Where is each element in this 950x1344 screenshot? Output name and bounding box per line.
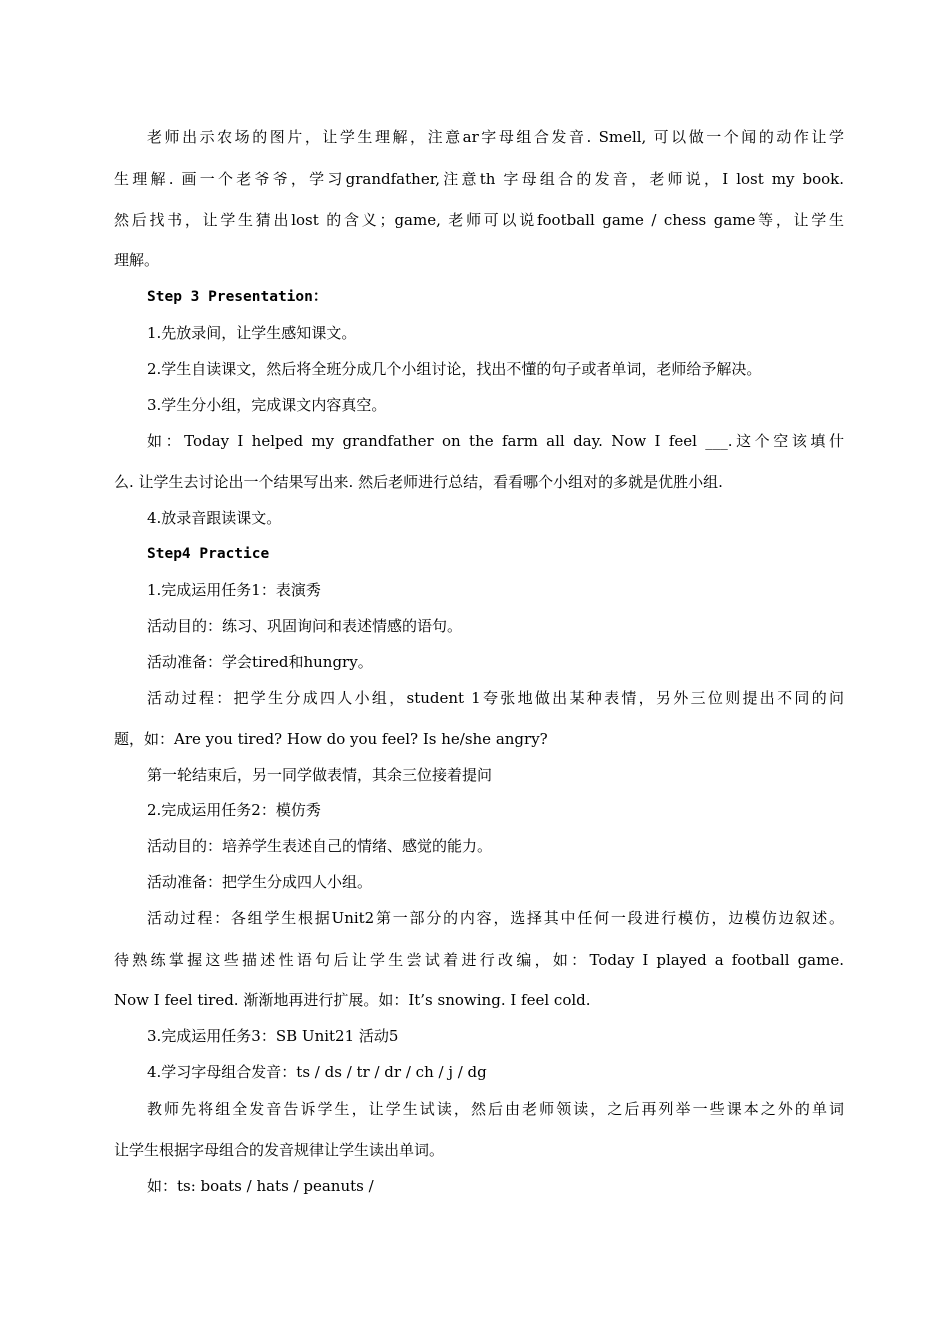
paragraph-line: 活动过程：把学生分成四人小组，student 1夸张地做出某种表情，另外三位则提出不同的问 xyxy=(147,689,844,707)
paragraph-line: 么. 让学生去讨论出一个结果写出来. 然后老师进行总结，看看哪个小组对的多就是优胜小组. xyxy=(114,473,723,491)
paragraph-line: 4.学习字母组合发音：ts / ds / tr / dr / ch / j / dg xyxy=(147,1063,487,1081)
paragraph-line: 活动准备：学会tired和hungry。 xyxy=(147,653,373,671)
paragraph-line: 生理解. 画一个老爷爷，学习grandfather,注意th 字母组合的发音，老师说，I lost my book. xyxy=(114,170,844,188)
paragraph-line: 活动准备：把学生分成四人小组。 xyxy=(147,873,373,891)
paragraph-line: 4.放录音跟读课文。 xyxy=(147,509,282,527)
paragraph-line: 然后找书，让学生猜出lost 的含义；game, 老师可以说football game / chess game等，让学生 xyxy=(114,211,844,229)
section-heading-step4: Step4 Practice xyxy=(147,546,270,562)
paragraph-line: 2.学生自读课文，然后将全班分成几个小组讨论，找出不懂的句子或者单词，老师给予解决。 xyxy=(147,360,762,378)
paragraph-line: 2.完成运用任务2：模仿秀 xyxy=(147,801,321,819)
paragraph-line: Now I feel tired. 渐渐地再进行扩展。如：It’s snowing. I feel cold. xyxy=(114,991,591,1009)
paragraph-line: 待熟练掌握这些描述性语句后让学生尝试着进行改编，如：Today I played a football game. xyxy=(114,951,844,969)
paragraph-line: 3.学生分小组，完成课文内容真空。 xyxy=(147,396,387,414)
section-heading-step3: Step 3 Presentation： xyxy=(147,289,328,305)
paragraph-line: 教师先将组全发音告诉学生，让学生试读，然后由老师领读，之后再列举一些课本之外的单词 xyxy=(147,1100,844,1118)
paragraph-line: 活动目的：培养学生表述自己的情绪、感觉的能力。 xyxy=(147,837,493,855)
paragraph-line: 3.完成运用任务3：SB Unit21 活动5 xyxy=(147,1027,399,1045)
paragraph-line: 题，如：Are you tired? How do you feel? Is he/she angry? xyxy=(114,730,548,748)
paragraph-line: 活动目的：练习、巩固询问和表述情感的语句。 xyxy=(147,617,463,635)
paragraph-line: 1.完成运用任务1：表演秀 xyxy=(147,581,321,599)
paragraph-line: 如：ts: boats / hats / peanuts / xyxy=(147,1177,374,1195)
paragraph-line: 让学生根据字母组合的发音规律让学生读出单词。 xyxy=(114,1141,445,1159)
paragraph-line: 1.先放录间，让学生感知课文。 xyxy=(147,324,357,342)
paragraph-line: 老师出示农场的图片，让学生理解，注意ar字母组合发音. Smell, 可以做一个闻的动作让学 xyxy=(147,128,844,146)
paragraph-line: 活动过程：各组学生根据Unit2第一部分的内容，选择其中任何一段进行模仿，边模仿边叙述。 xyxy=(147,909,844,927)
paragraph-line: 如：Today I helped my grandfather on the farm all day. Now I feel ___.这个空该填什 xyxy=(147,432,844,450)
paragraph-line: 第一轮结束后，另一同学做表情，其余三位接着提问 xyxy=(147,766,493,784)
paragraph-line: 理解。 xyxy=(114,251,160,269)
